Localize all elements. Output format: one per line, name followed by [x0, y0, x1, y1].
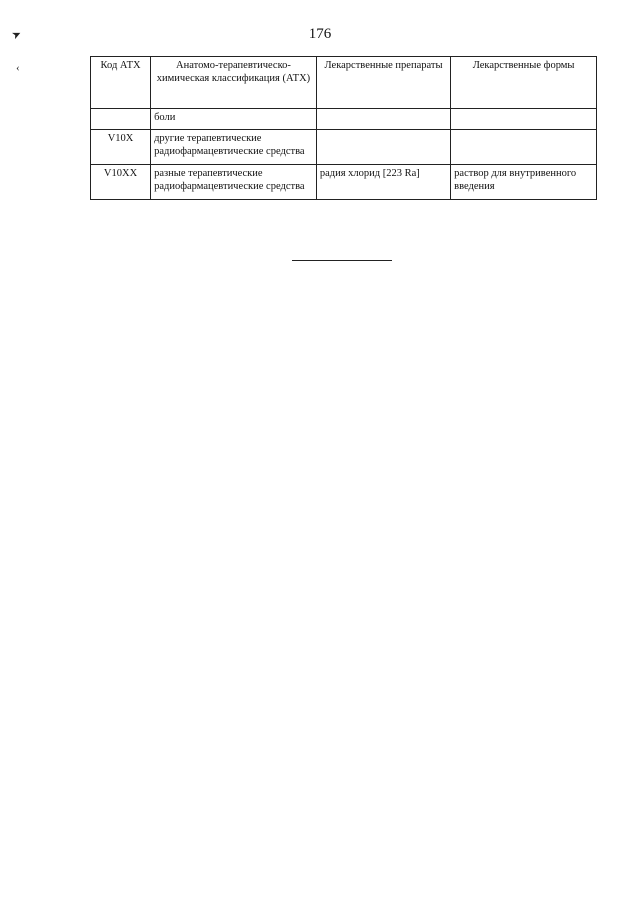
page-number: 176: [308, 26, 332, 42]
table-row: [91, 109, 597, 130]
cell-dosage-form: [451, 109, 597, 130]
cell-classification: другие терапевтические радиофармацевтические средства: [151, 130, 317, 165]
end-of-document-rule: [292, 260, 392, 261]
margin-arrow-mark: ➤: [10, 27, 24, 43]
cell-code: [91, 109, 151, 130]
cell-medicine: [316, 130, 450, 165]
cell-code: V10XX: [91, 165, 151, 200]
atc-table: [90, 56, 597, 200]
header-dosage-forms: Лекарственные формы: [451, 57, 597, 109]
cell-classification: боли: [151, 109, 317, 130]
cell-code: V10X: [91, 130, 151, 165]
cell-dosage-form: раствор для внутривенного введения: [451, 165, 597, 200]
cell-medicine: радия хлорид [223 Ra]: [316, 165, 450, 200]
margin-tick-mark: ‹: [16, 62, 20, 74]
cell-medicine: [316, 109, 450, 130]
cell-classification: разные терапевтические радиофармацевтические средства: [151, 165, 317, 200]
header-atc-classification: Анатомо-терапевтическо-химическая классификация (АТХ): [151, 57, 317, 109]
table-row: [91, 130, 597, 165]
header-atc-code: Код АТХ: [91, 57, 151, 109]
header-medicines: Лекарственные препараты: [316, 57, 450, 109]
table-row: [91, 165, 597, 200]
cell-dosage-form: [451, 130, 597, 165]
table-header-row: [91, 57, 597, 109]
